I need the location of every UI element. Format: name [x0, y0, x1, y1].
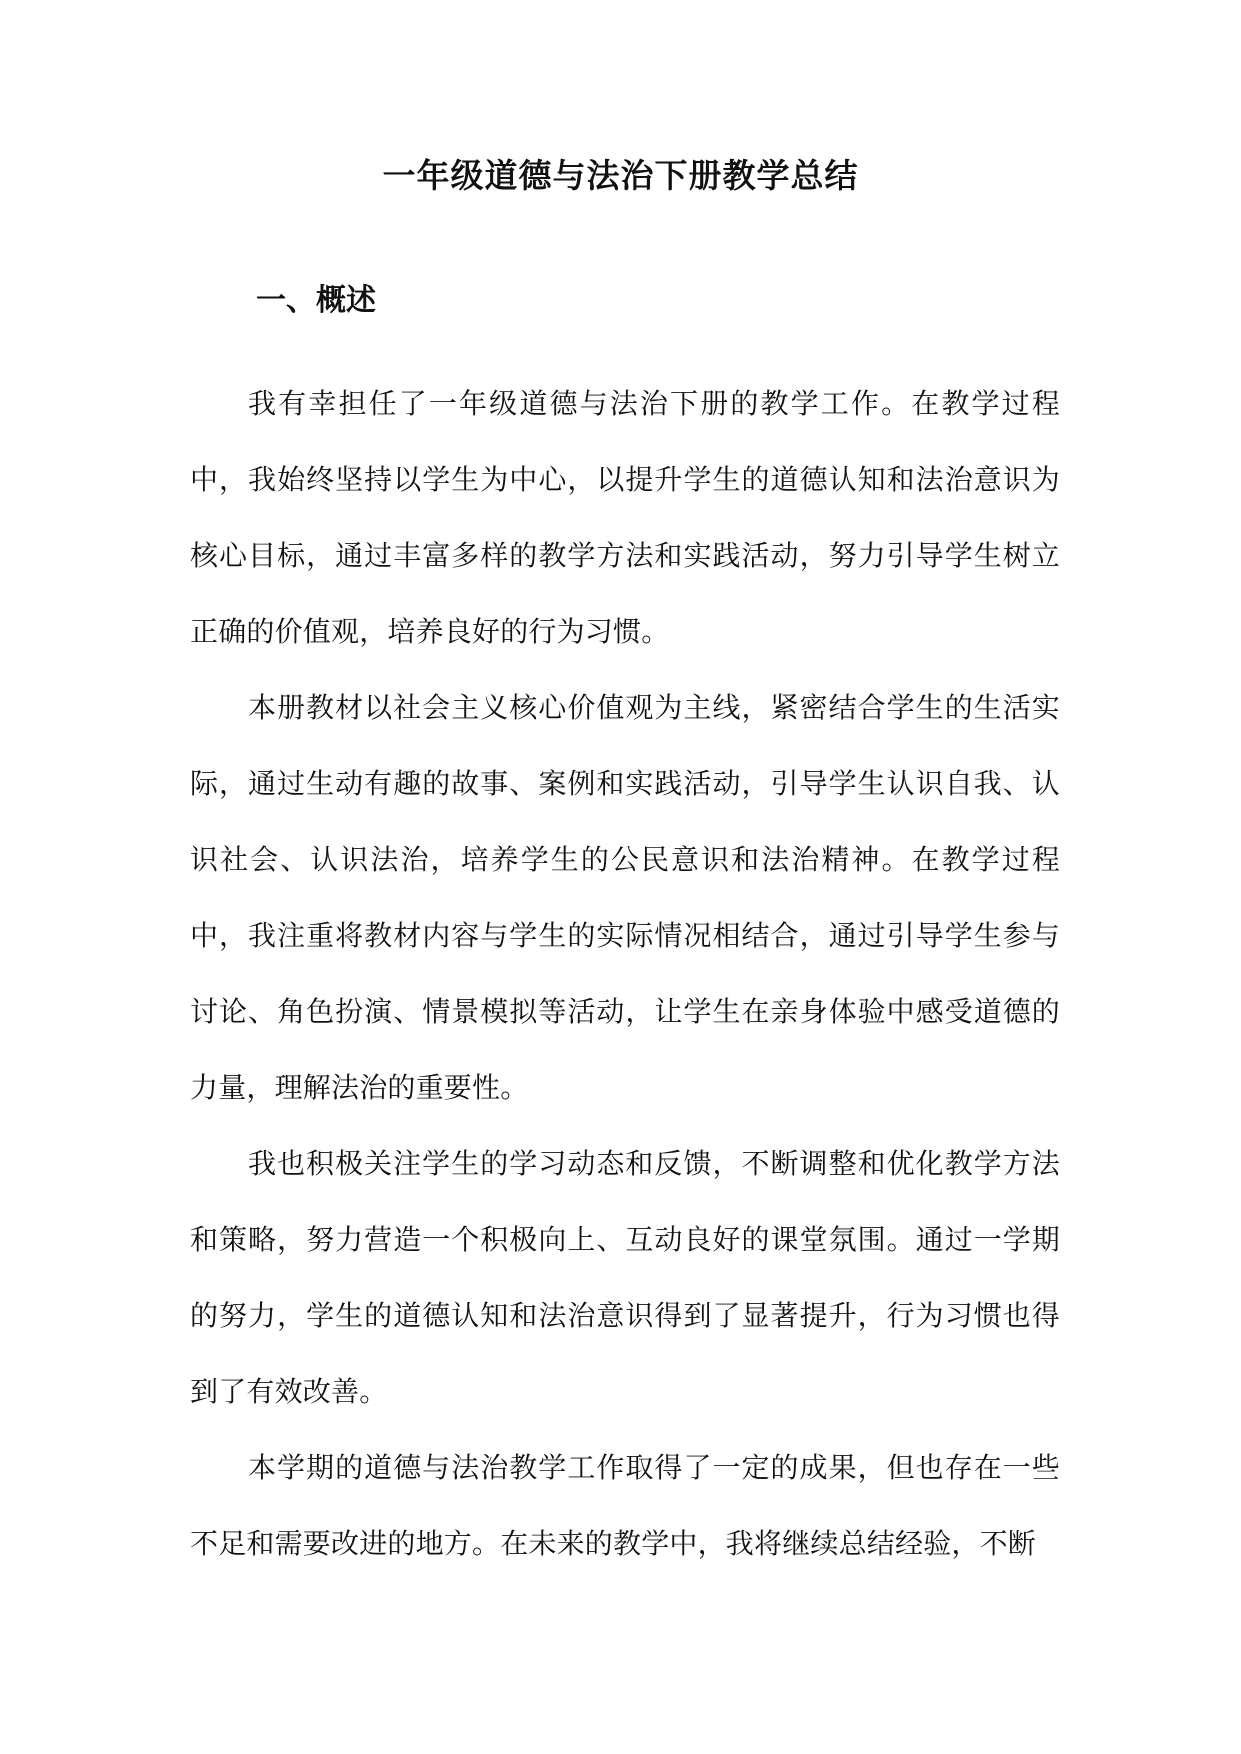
document-title: 一年级道德与法治下册教学总结 — [382, 156, 859, 195]
section-body — [190, 366, 1060, 1582]
paragraph: 本册教材以社会主义核心价值观为主线，紧密结合学生的生活实际，通过生动有趣的故事、案例和实践活动，引导学生认识自我、认识社会、认识法治，培养学生的公民意识和法治精神。在教学过程中，我注重将教材内容与学生的实际情况相结合，通过引导学生参与讨论、角色扮演、情景模拟等活动，让学生在亲身体验中感受道德的力量，理解法治的重要性。 — [190, 691, 1060, 1104]
section-heading: 一、概述 — [256, 283, 376, 318]
paragraph: 我有幸担任了一年级道德与法治下册的教学工作。在教学过程中，我始终坚持以学生为中心，以提升学生的道德认知和法治意识为核心目标，通过丰富多样的教学方法和实践活动，努力引导学生树立正确的价值观，培养良好的行为习惯。 — [190, 387, 1060, 648]
paragraph: 我也积极关注学生的学习动态和反馈，不断调整和优化教学方法和策略，努力营造一个积极向上、互动良好的课堂氛围。通过一学期的努力，学生的道德认知和法治意识得到了显著提升，行为习惯也得到了有效改善。 — [190, 1147, 1060, 1408]
paragraph: 本学期的道德与法治教学工作取得了一定的成果，但也存在一些不足和需要改进的地方。在未来的教学中，我将继续总结经验，不断 — [190, 1451, 1060, 1560]
